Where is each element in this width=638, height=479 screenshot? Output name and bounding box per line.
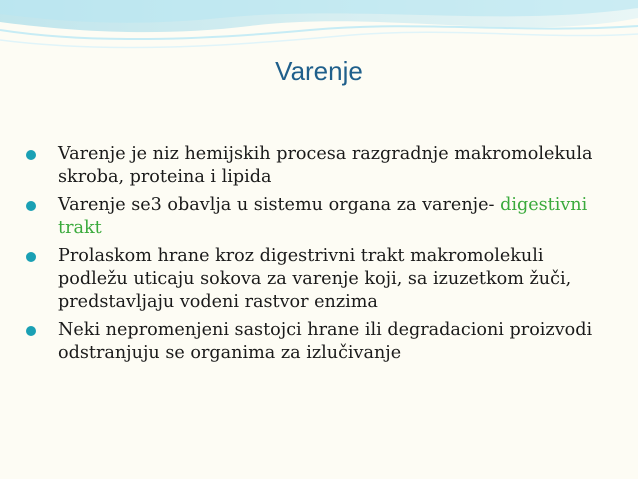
- bullet-item: [26, 143, 616, 190]
- bullet-text: Varenje je niz hemijskih procesa razgradnje makromolekula skroba, proteina i lipida: [58, 144, 593, 188]
- bullet-text: Prolaskom hrane kroz digestrivni trakt makromolekuli podležu uticaju sokova za varenje koji, sa izuzetkom žuči, predstavljaju vodeni rastvor enzima: [58, 245, 572, 313]
- bullet-list: [26, 143, 616, 370]
- decorative-wave-header: [0, 0, 638, 60]
- bullet-dot-icon: [26, 326, 36, 336]
- bullet-dot-icon: [26, 201, 36, 211]
- slide-title: Varenje: [275, 56, 363, 86]
- bullet-item: [26, 194, 616, 241]
- bullet-dot-icon: [26, 252, 36, 262]
- bullet-dot-icon: [26, 150, 36, 160]
- bullet-item: [26, 319, 616, 366]
- bullet-highlight-text: digestivni trakt: [58, 194, 588, 239]
- bullet-text: Varenje se3 obavlja u sistemu organa za varenje-: [58, 194, 495, 215]
- bullet-item: [26, 245, 616, 315]
- bullet-text: Neki nepromenjeni sastojci hrane ili degradacioni proizvodi odstranjuju se organima za izlučivanje: [58, 319, 593, 364]
